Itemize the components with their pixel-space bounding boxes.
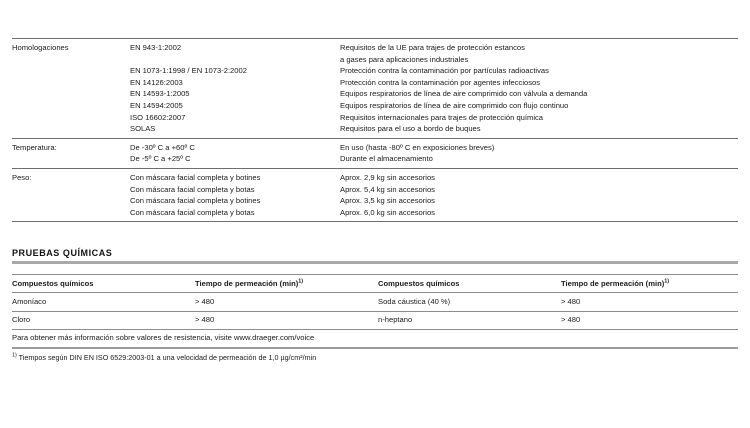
row-label: Temperatura: — [12, 142, 57, 152]
technical-data-body — [12, 38, 738, 222]
column-header-permeation-left-text: Tiempo de permeación (min) — [195, 278, 299, 288]
chem-cell-permeation-right — [561, 293, 738, 310]
table-row — [12, 169, 738, 221]
column-header-compound-right: Compuestos químicos — [378, 278, 460, 288]
description-value: a gases para aplicaciones industriales — [340, 54, 469, 64]
description-value: Aprox. 2,9 kg sin accesorios — [340, 172, 435, 182]
chem-footnote-row — [12, 349, 738, 364]
table-row — [12, 312, 738, 329]
standard-value — [130, 54, 340, 66]
standard-value: De -30º C a +60º C — [130, 142, 195, 152]
row-label: Homologaciones — [12, 43, 69, 52]
description-value: Equipos respiratorios de línea de aire comprimido con válvula a demanda — [340, 89, 588, 99]
standard-value: EN 14126:2003 — [130, 77, 183, 87]
chem-header-cell — [561, 275, 738, 292]
standard-value: SOLAS — [130, 124, 156, 134]
description-value: Requisitos internacionales para trajes de protección química — [340, 112, 544, 122]
chem-cell-compound-right — [378, 293, 561, 310]
standard-value: Con máscara facial completa y botines — [130, 172, 261, 182]
chem-cell-permeation-right — [561, 312, 738, 329]
standard-value: EN 1073-1:1998 / EN 1073-2:2002 — [130, 66, 247, 76]
column-header-permeation-left — [195, 275, 378, 292]
row-description-cell — [340, 169, 738, 221]
chem-cell-compound-left — [12, 293, 195, 310]
row-standard-cell — [130, 169, 340, 221]
standard-value: De -5º C a +25º C — [130, 154, 191, 164]
row-label: Peso: — [12, 172, 32, 182]
chemical-tests-body — [12, 274, 738, 363]
table-row — [12, 39, 738, 138]
resistance-info-note: Para obtener más información sobre valores de resistencia, visite www.draeger.com/voice — [12, 333, 315, 343]
permeation-value: > 480 — [195, 296, 215, 306]
row-label-cell — [12, 169, 130, 221]
description-value: Aprox. 5,4 kg sin accesorios — [340, 184, 435, 194]
standard-value: EN 943-1:2002 — [130, 43, 182, 52]
column-header-compound-left: Compuestos químicos — [12, 278, 94, 288]
chem-cell-permeation-left — [195, 293, 378, 310]
description-value: Aprox. 3,5 kg sin accesorios — [340, 196, 435, 206]
chem-header-cell — [195, 275, 378, 292]
column-header-permeation-right-text: Tiempo de permeación (min) — [561, 278, 665, 288]
standard-value: EN 14594:2005 — [130, 100, 183, 110]
footnote-marker-superscript: 1) — [664, 278, 670, 285]
row-standard-cell — [130, 139, 340, 168]
permeation-value: > 480 — [195, 315, 215, 324]
chem-info-note-cell — [12, 330, 738, 347]
chemical-tests-table — [12, 274, 738, 363]
compound-name: n-heptano — [378, 315, 413, 324]
description-value: Equipos respiratorios de línea de aire comprimido con flujo continuo — [340, 100, 569, 110]
standard-value: Con máscara facial completa y botas — [130, 207, 255, 217]
description-value: Protección contra la contaminación por partículas radioactivas — [340, 66, 549, 76]
standard-value: ISO 16602:2007 — [130, 112, 186, 122]
heading-to-table-gap — [12, 264, 738, 274]
chem-cell-compound-left — [12, 312, 195, 329]
row-standard-cell — [130, 39, 340, 138]
permeation-value: > 480 — [561, 296, 581, 306]
compound-name: Soda cáustica (40 %) — [378, 296, 451, 306]
top-spacer — [12, 0, 738, 38]
row-label-cell — [12, 139, 130, 168]
row-description-cell — [340, 139, 738, 168]
description-value: Aprox. 6,0 kg sin accesorios — [340, 207, 435, 217]
footnote-marker-superscript: 1) — [298, 278, 304, 285]
chem-footnote-cell — [12, 349, 738, 364]
standard-value: Con máscara facial completa y botines — [130, 196, 261, 206]
section-heading-pruebas-quimicas: PRUEBAS QUÍMICAS — [12, 248, 113, 259]
chem-cell-compound-right — [378, 312, 561, 329]
chem-header-row — [12, 275, 738, 292]
section-gap — [12, 222, 738, 248]
chem-info-note-row — [12, 330, 738, 347]
standard-value: EN 14593-1:2005 — [130, 89, 190, 99]
row-description-cell — [340, 39, 738, 138]
description-value: En uso (hasta -80º C en exposiciones breves) — [340, 142, 495, 152]
permeation-value: > 480 — [561, 315, 581, 324]
standard-value: Con máscara facial completa y botas — [130, 184, 255, 194]
row-label-cell — [12, 39, 130, 138]
column-header-permeation-right — [561, 275, 738, 292]
compound-name: Amoníaco — [12, 296, 47, 306]
description-value: Protección contra la contaminación por agentes infecciosos — [340, 77, 541, 87]
compound-name: Cloro — [12, 315, 31, 324]
table-row — [12, 139, 738, 168]
technical-data-table — [12, 38, 738, 222]
description-value: Durante el almacenamiento — [340, 154, 433, 164]
description-value: Requisitos para el uso a bordo de buques — [340, 124, 481, 134]
chem-header-cell — [12, 275, 195, 292]
footnote-text — [12, 349, 738, 364]
chem-header-cell — [378, 275, 561, 292]
chem-cell-permeation-left — [195, 312, 378, 329]
footnote-body: Tiempos según DIN EN ISO 6529:2003-01 a una velocidad de permeación de 1,0 µg/cm²/min — [18, 352, 317, 362]
table-row — [12, 293, 738, 310]
footnote-marker: 1) — [12, 352, 17, 359]
description-value: Requisitos de la UE para trajes de protección estancos — [340, 43, 525, 52]
